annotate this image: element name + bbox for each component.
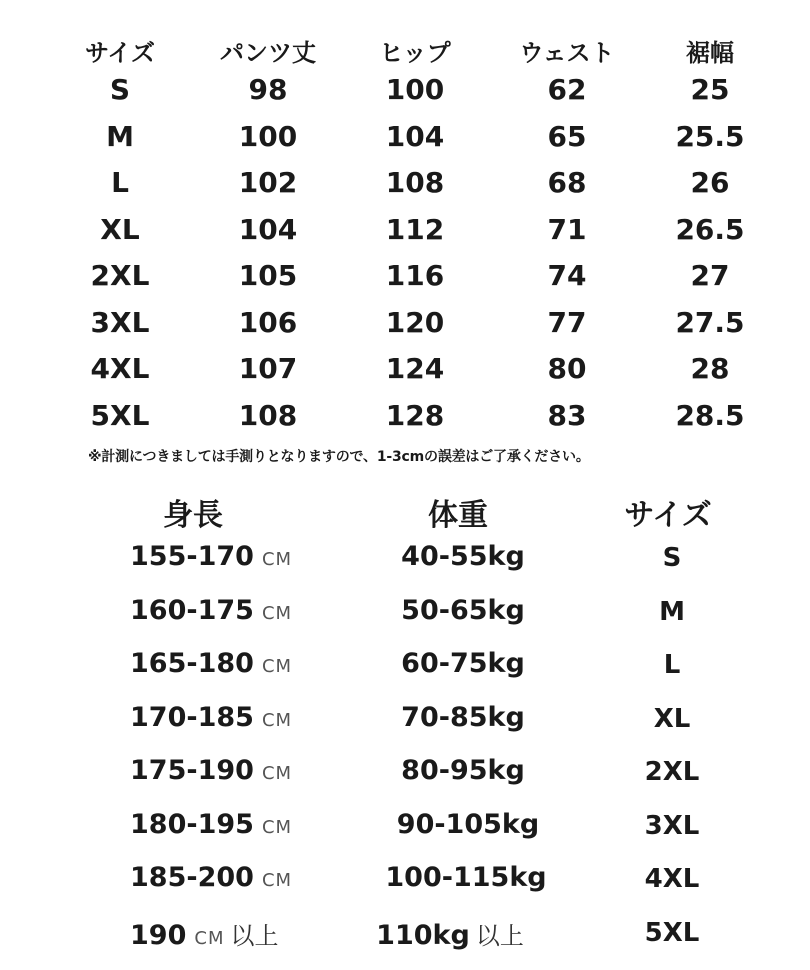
measurement-note: ※計測につきましては手測りとなりますので、1-3cmの誤差はご了承ください。 — [88, 449, 590, 465]
recommended-size: 4XL — [644, 864, 700, 894]
weight-range — [401, 595, 525, 626]
cell-waist: 83 — [547, 398, 587, 432]
header-fit-size: サイズ — [624, 498, 712, 533]
cell-hip: 100 — [385, 73, 445, 106]
cell-hem-width: 25 — [690, 73, 730, 106]
recommended-size: S — [662, 543, 682, 573]
header-hip: ヒップ — [379, 39, 451, 67]
recommended-size: XL — [653, 703, 691, 734]
weight-range — [376, 916, 524, 951]
height-suffix: 以上 — [230, 921, 279, 950]
height-value: 185-200 — [130, 862, 254, 893]
height-value: 155-170 — [130, 541, 254, 572]
height-unit: CM — [194, 927, 225, 949]
size-chart-row — [0, 166, 810, 212]
height-value: 190 — [130, 919, 187, 951]
header-hem-width: 裾幅 — [686, 39, 734, 67]
height-unit: CM — [261, 870, 293, 891]
cell-waist: 62 — [547, 73, 587, 106]
cell-pants-length: 104 — [238, 212, 298, 246]
header-height: 身長 — [163, 498, 223, 533]
cell-size: L — [111, 166, 129, 199]
height-range — [130, 809, 292, 840]
fit-guide-row — [0, 862, 810, 916]
height-unit: CM — [261, 549, 293, 570]
cell-hem-width: 25.5 — [675, 119, 745, 153]
height-value: 165-180 — [130, 648, 254, 679]
cell-waist: 80 — [547, 352, 587, 385]
size-chart-row — [0, 259, 810, 305]
cell-size: M — [106, 119, 134, 153]
cell-pants-length: 100 — [238, 119, 298, 153]
header-weight: 体重 — [428, 498, 488, 533]
weight-value: 110kg — [376, 919, 470, 951]
height-range — [130, 595, 292, 626]
recommended-size: 5XL — [644, 917, 700, 948]
weight-range — [401, 541, 525, 572]
weight-range — [397, 809, 539, 840]
cell-pants-length: 102 — [238, 166, 298, 199]
fit-guide-row — [0, 809, 810, 863]
cell-hip: 120 — [385, 305, 445, 339]
cell-hip: 116 — [385, 259, 445, 292]
cell-hip: 124 — [385, 352, 445, 385]
size-chart-row — [0, 306, 810, 352]
cell-size: 2XL — [90, 259, 150, 292]
weight-range — [401, 702, 525, 733]
weight-value: 40-55kg — [401, 541, 525, 572]
height-unit: CM — [261, 602, 293, 624]
weight-value: 100-115kg — [385, 862, 547, 893]
cell-pants-length: 107 — [238, 352, 298, 385]
fit-guide-row — [0, 648, 810, 702]
height-range — [130, 862, 292, 893]
height-range — [130, 916, 278, 951]
cell-waist: 65 — [547, 119, 587, 153]
header-waist: ウェスト — [519, 39, 615, 67]
cell-size: XL — [100, 212, 140, 246]
recommended-size: M — [659, 596, 685, 627]
fit-guide-row — [0, 916, 810, 970]
height-value: 175-190 — [130, 755, 254, 786]
fit-guide-row — [0, 702, 810, 756]
weight-suffix: 以上 — [475, 921, 524, 950]
recommended-size: L — [663, 650, 681, 680]
cell-size: 3XL — [90, 305, 150, 339]
weight-range — [401, 755, 525, 786]
height-range — [130, 755, 292, 786]
header-pants-length: パンツ丈 — [220, 39, 316, 67]
size-chart-row — [0, 352, 810, 398]
cell-hem-width: 26 — [690, 166, 730, 199]
size-chart-row — [0, 120, 810, 166]
height-value: 180-195 — [130, 808, 254, 840]
cell-hem-width: 28.5 — [675, 398, 745, 432]
height-range — [130, 648, 292, 679]
cell-waist: 68 — [547, 166, 587, 199]
recommended-size: 2XL — [644, 757, 700, 787]
weight-value: 60-75kg — [401, 648, 525, 679]
cell-waist: 71 — [547, 212, 587, 246]
cell-hem-width: 27 — [690, 259, 730, 292]
recommended-size: 3XL — [644, 810, 700, 841]
cell-hip: 104 — [385, 119, 445, 153]
cell-pants-length: 98 — [248, 73, 288, 106]
height-unit: CM — [261, 816, 293, 838]
fit-guide-row — [0, 595, 810, 649]
size-chart-row — [0, 213, 810, 259]
size-chart-row — [0, 399, 810, 445]
height-range — [130, 702, 292, 733]
header-size: サイズ — [84, 39, 156, 67]
cell-waist: 77 — [547, 305, 587, 339]
cell-pants-length: 105 — [238, 259, 298, 292]
weight-range — [401, 648, 525, 679]
cell-size: 5XL — [90, 398, 150, 432]
cell-hem-width: 26.5 — [675, 212, 745, 246]
fit-guide-row — [0, 755, 810, 809]
height-unit: CM — [261, 656, 293, 677]
height-value: 160-175 — [130, 594, 254, 626]
cell-hem-width: 27.5 — [675, 305, 745, 339]
cell-waist: 74 — [547, 259, 587, 292]
height-value: 170-185 — [130, 701, 254, 733]
cell-pants-length: 108 — [238, 398, 298, 432]
cell-pants-length: 106 — [238, 305, 298, 339]
fit-guide-row — [0, 541, 810, 595]
cell-hem-width: 28 — [690, 352, 730, 385]
height-unit: CM — [261, 763, 293, 784]
weight-range — [385, 862, 546, 893]
cell-hip: 128 — [385, 398, 445, 432]
weight-value: 50-65kg — [401, 594, 525, 626]
cell-size: S — [109, 73, 131, 106]
weight-value: 70-85kg — [401, 701, 525, 733]
cell-hip: 108 — [385, 166, 445, 199]
weight-value: 90-105kg — [396, 808, 540, 840]
height-range — [130, 541, 292, 572]
size-chart-row — [0, 73, 810, 119]
weight-value: 80-95kg — [401, 755, 525, 786]
height-unit: CM — [261, 709, 293, 731]
cell-hip: 112 — [385, 212, 445, 246]
cell-size: 4XL — [90, 352, 150, 385]
